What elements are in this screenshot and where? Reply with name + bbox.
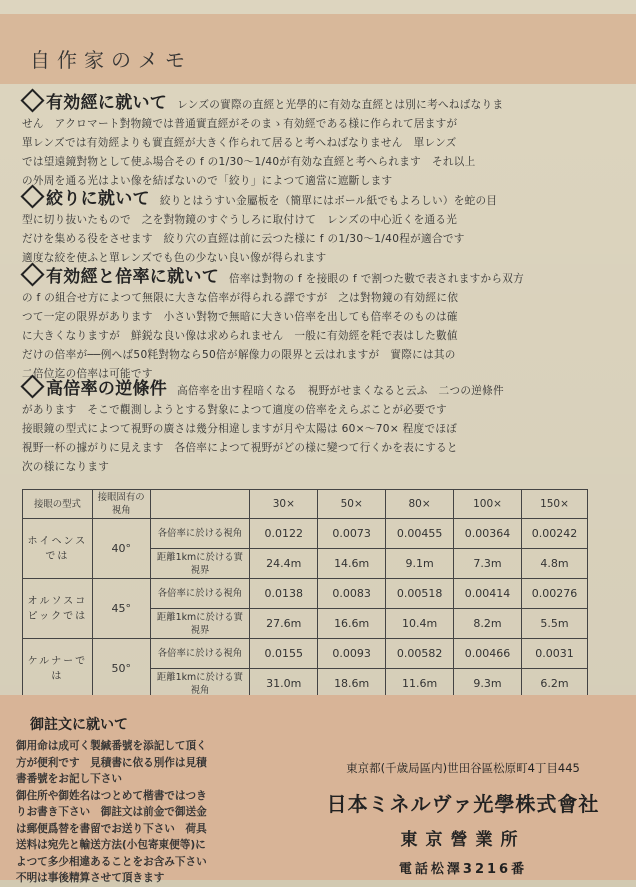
table-cell: 0.0093 [318,639,386,669]
table-header-row [23,490,588,519]
field-of-view-table [22,489,588,699]
table-cell: 0.00518 [386,579,454,609]
table-cell: 0.0155 [250,639,318,669]
table-cell: 8.2m [454,609,522,639]
row-label: 距離1kmに於ける實視角 [150,669,250,699]
order-notes: 御用命は成可く製緘番號を添記して頂く 方が便利です 見積書に依る別作は見積 書番號をお記し下さい 御住所や御姓名はつとめて楷書ではつき りお書き下さい 御註文は前金で御送金 は郵便爲替を書留でお送り下さい 荷具 送料は宛先と輸送方法(小包寄東便等)に よつて多少相違あることをお含み下さい 不明は事後精算させて頂きます [16,740,207,884]
section-high-magnification: 高倍率の逆條件 高倍率を出す程暗くなる 視野がせまくなると云ふ 二つの逆條件 があります そこで觀測しようとする對象によつて適度の倍率をえらぶことが必要です 接眼鏡の型式によつて視野の廣さは幾分相違しますが月や太陽は 60×〜70× 程度でほぼ 視野一杯の據がりに見えます 各倍率によつて視野がどの様に變つて行くかを表にすると 次の様になります [22,378,612,477]
table-cell: 9.1m [386,549,454,579]
table-cell: 0.00582 [386,639,454,669]
table-cell: 0.0031 [521,639,587,669]
table-cell: 11.6m [386,669,454,699]
magnification-header: 100× [454,490,522,519]
section-heading: 有効經と倍率に就いて [22,267,219,287]
table-row [23,579,588,609]
table-cell: 14.6m [318,549,386,579]
table-cell: 27.6m [250,609,318,639]
table-cell: 0.0073 [318,519,386,549]
eyepiece-type-cell: オルソスコピックでは [23,579,93,639]
eyepiece-type-cell: ホイヘンスでは [23,519,93,579]
row-label: 距離1kmに於ける實視界 [150,549,250,579]
table-cell: 24.4m [250,549,318,579]
table-cell: 0.00364 [454,519,522,549]
company-phone: 電話松澤3216番 [398,862,528,877]
row-label: 各倍率に於ける視角 [150,579,250,609]
table-cell: 0.00276 [521,579,587,609]
table-cell: 0.0083 [318,579,386,609]
table-cell: 0.00242 [521,519,587,549]
table-cell: 9.3m [454,669,522,699]
table-cell: 7.3m [454,549,522,579]
row-label: 各倍率に於ける視角 [150,519,250,549]
row-label: 各倍率に於ける視角 [150,639,250,669]
magnification-header: 80× [386,490,454,519]
table-cell: 10.4m [386,609,454,639]
company-branch: 東京營業所 [400,830,526,850]
table-cell: 0.00414 [454,579,522,609]
magnification-header: 150× [521,490,587,519]
table-cell: 31.0m [250,669,318,699]
company-block [290,760,636,877]
page-title: 自作家のメモ [30,48,192,72]
table-cell: 0.0138 [250,579,318,609]
order-heading: 御註文に就いて [30,717,128,733]
eyepiece-angle-cell: 50° [92,639,150,699]
eyepiece-angle-cell: 40° [92,519,150,579]
diamond-bullet-icon [20,374,44,398]
section-heading: 絞りに就いて [22,189,150,209]
table-cell: 18.6m [318,669,386,699]
row-label: 距離1kmに於ける實視界 [150,609,250,639]
row-label-header [150,490,250,519]
table-cell: 0.00455 [386,519,454,549]
magnification-header: 50× [318,490,386,519]
section-aperture-stop: 絞りに就いて 絞りとはうすい金屬板を（簡單にはボール紙でもよろしい）を蛇の目 型に切り抜いたもので 之を對物鏡のすぐうしろに取付けて レンズの中心近くを通る光 だけを集める役をさせます 絞り穴の直經は前に云つた様に f の1/30〜1/40程が適合です 適度な絞を使ふと單レンズでも色の少ない良い像が得られます [22,188,612,268]
table-cell: 0.00466 [454,639,522,669]
table-row [23,639,588,669]
eyepiece-angle-header: 接眼固有の視角 [92,490,150,519]
section-heading: 有効經に就いて [22,93,167,113]
table-cell: 4.8m [521,549,587,579]
table-cell: 5.5m [521,609,587,639]
table-cell: 6.2m [521,669,587,699]
eyepiece-type-cell: ケルナーでは [23,639,93,699]
magnification-header: 30× [250,490,318,519]
diamond-bullet-icon [20,184,44,208]
section-aperture-and-magnification: 有効經と倍率に就いて 倍率は對物の f を接眼の f で割つた數で表されますから双方 の f の組合せ方によつて無限に大きな倍率が得られる譯ですが 之は對物鏡の有効經に依 つて一定の限界があります 小さい對物で無暗に大きい倍率を出しても倍率そのものは確 に大きくなりますが 鮮鋭な良い像は求められません 一般に有効經を粍で表はした數値 だけの倍率が──例へば50粍對物なら50倍が解像力の限界と云はれますが 實際には其の 二倍位迄の倍率は可能です [22,266,612,384]
diamond-bullet-icon [20,88,44,112]
company-address: 東京都(千歳局區内)世田谷區松原町4丁目445 [346,761,580,775]
table-cell: 16.6m [318,609,386,639]
diamond-bullet-icon [20,262,44,286]
section-heading: 高倍率の逆條件 [22,379,167,399]
table-cell: 0.0122 [250,519,318,549]
table-row [23,519,588,549]
eyepiece-angle-cell: 45° [92,579,150,639]
eyepiece-type-header: 接眼の型式 [23,490,93,519]
company-name: 日本ミネルヴァ光學株式會社 [326,792,600,816]
section-effective-aperture: 有効經に就いて レンズの實際の直經と光學的に有効な直經とは別に考へねばなりま せん アクロマート對物鏡では普通實直經がそのまゝ有効經である様に作られて居ますが 單レンズでは有効經よりも實直經が大きく作られて居ると考へねばなりません 單レンズ では望遠鏡對物として使ふ場合その f の1/30〜1/40が有効な直經と考へられます それ以上 の外周を通る光はよい像を結ばないので「絞り」によつて適當に遮斷します [22,92,612,191]
